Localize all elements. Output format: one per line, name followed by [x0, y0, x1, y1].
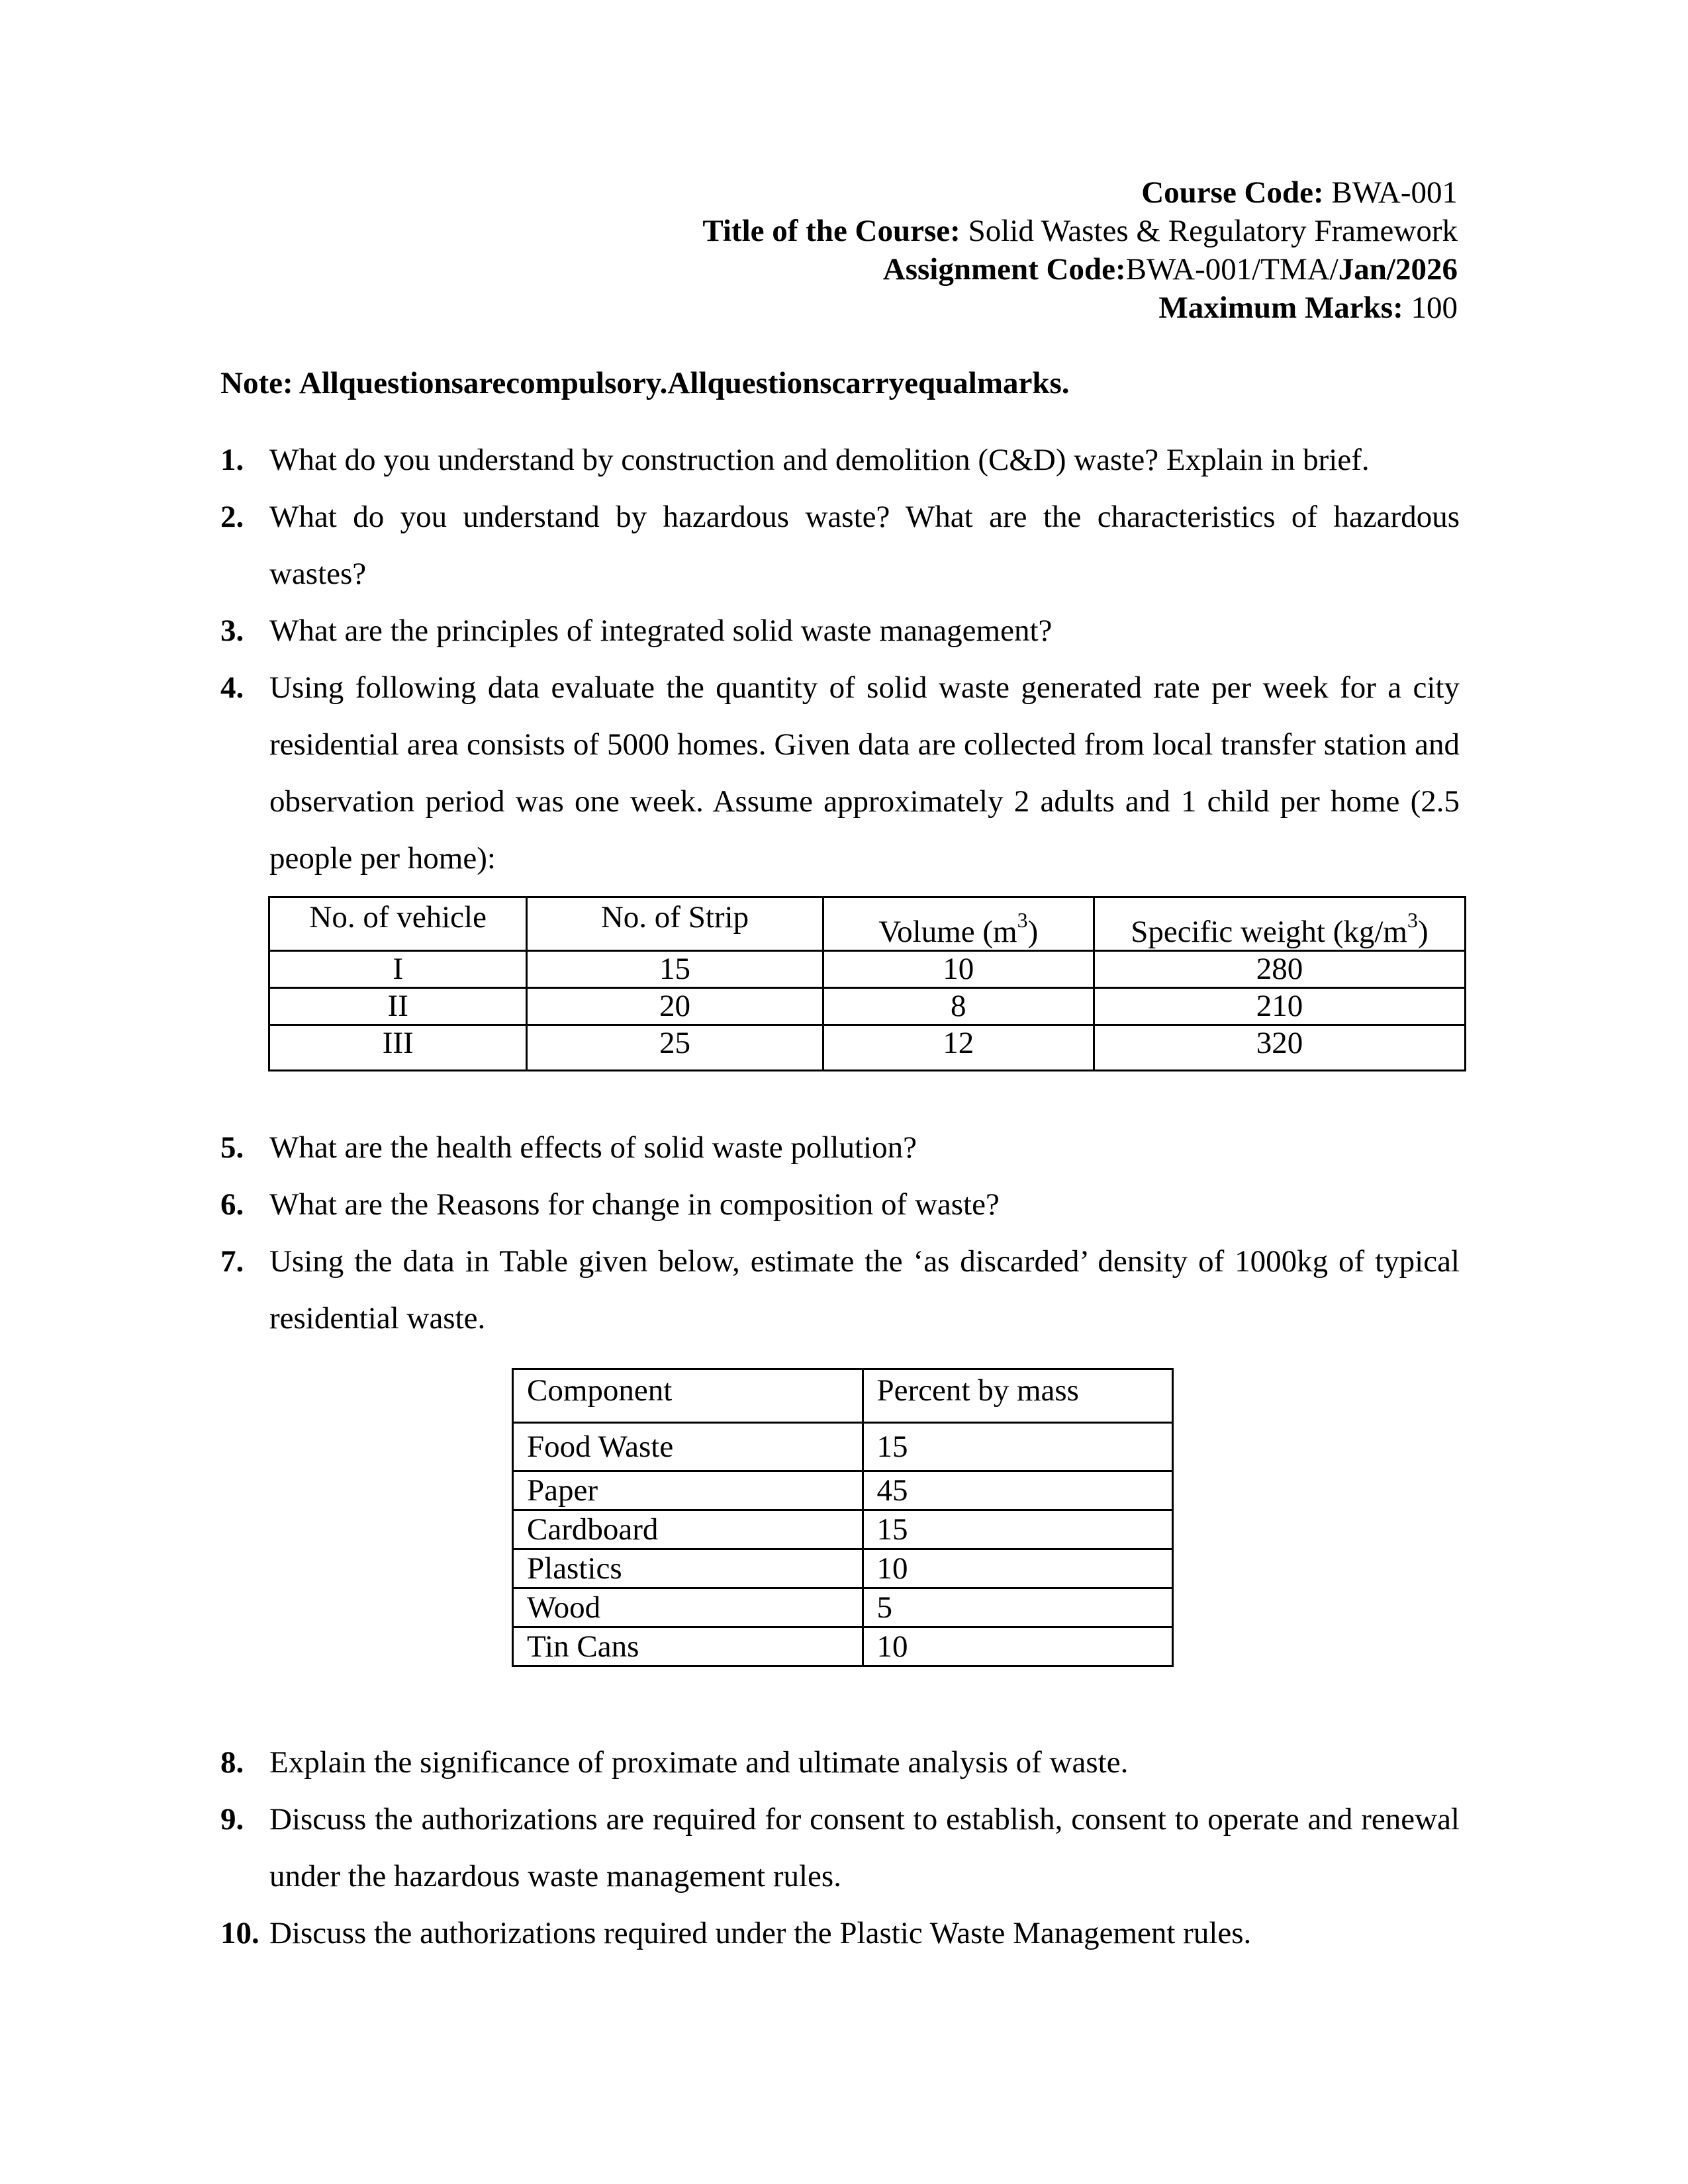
table-row: Plastics 10	[513, 1549, 1173, 1588]
header-specific-weight: Specific weight $(kg/m^3)$	[1094, 897, 1465, 951]
course-code-line: Course Code: BWA-001	[1141, 175, 1458, 210]
table-row: III 25 12 320	[269, 1025, 1466, 1071]
header-volume: Volume $(m^3)$	[823, 897, 1094, 951]
table-row: Cardboard 15	[513, 1510, 1173, 1549]
vehicle-table-header	[269, 897, 1466, 951]
course-code-value: BWA-001	[1331, 175, 1458, 210]
table-row: II 20 8 210	[269, 988, 1466, 1025]
header-component: Component	[513, 1369, 863, 1423]
table-row: Tin Cans 10	[513, 1627, 1173, 1666]
course-header	[702, 173, 1458, 327]
table-row: I 15 10 280	[269, 951, 1466, 988]
course-title-line: Title of the Course: Solid Wastes & Regulatory Framework	[702, 214, 1458, 248]
header-vehicle: No. of vehicle	[269, 897, 527, 951]
course-title-value: Solid Wastes & Regulatory Framework	[968, 214, 1458, 248]
vehicle-table	[268, 896, 1466, 1071]
table-row: Food Waste 15	[513, 1423, 1173, 1471]
component-table-header	[513, 1369, 1173, 1423]
note: Note: Allquestionsarecompulsory.Allquestionscarryequalmarks.	[220, 366, 1070, 400]
component-table	[512, 1368, 1174, 1667]
table-row: Wood 5	[513, 1588, 1173, 1627]
marks-value: 100	[1411, 291, 1458, 325]
maximum-marks-line: Maximum Marks: 100	[1158, 291, 1458, 325]
header-percent: Percent by mass	[863, 1369, 1172, 1423]
table-row: Paper 45	[513, 1471, 1173, 1510]
assignment-page: Course Code: BWA-001 Title of the Course: Solid Wastes & Regulatory Framework Assignment Code:BWA-001/TMA/Jan/2026 Maximum Marks: 100 Note: Allquestionsarecompulsory.Allquestionscarryequalmarks. 1. What do you understand by construction and demolition (C&D) waste? Explain in brief. 2. What do you understand by hazardous waste? What are the characteristics of hazardous wastes? 3. What are the principles of integrated solid waste management? 4. Using following data evaluate the quantity of solid waste generated rate per week for a city residential area consists of 5000 homes. Given data are collected from local transfer station and observation period was one week. Assume approximately 2 adults and 1 child per home (2.5 people per home): No. of vehicle No. of Strip Volume $(m^3)$ Specific weight $(kg/m^3)$ I 15 10 280 II 20 8 210 III 25 12 320 5. What are the health effects of solid waste pollution? 6. What are the Reasons for change in composition of waste? 7. Using the data in Table given below, estimate the ‘as discarded’ density of 1000kg of typical residential waste. Component Percent by mass Food Waste 15 Paper 45 Cardboard 15 Plastics 10 Wood 5 Tin Cans 10 8. Explain the significance of proximate and ultimate analysis of waste. 9. Discuss the authorizations are required for consent to establish, consent to operate and renewal under the hazardous waste management rules. 10. Discuss the authorizations required under the Plastic Waste Management rules.	[0, 0, 1688, 2184]
header-strip: No. of Strip	[527, 897, 823, 951]
assignment-code-line: Assignment Code:BWA-001/TMA/Jan/2026	[882, 252, 1458, 287]
